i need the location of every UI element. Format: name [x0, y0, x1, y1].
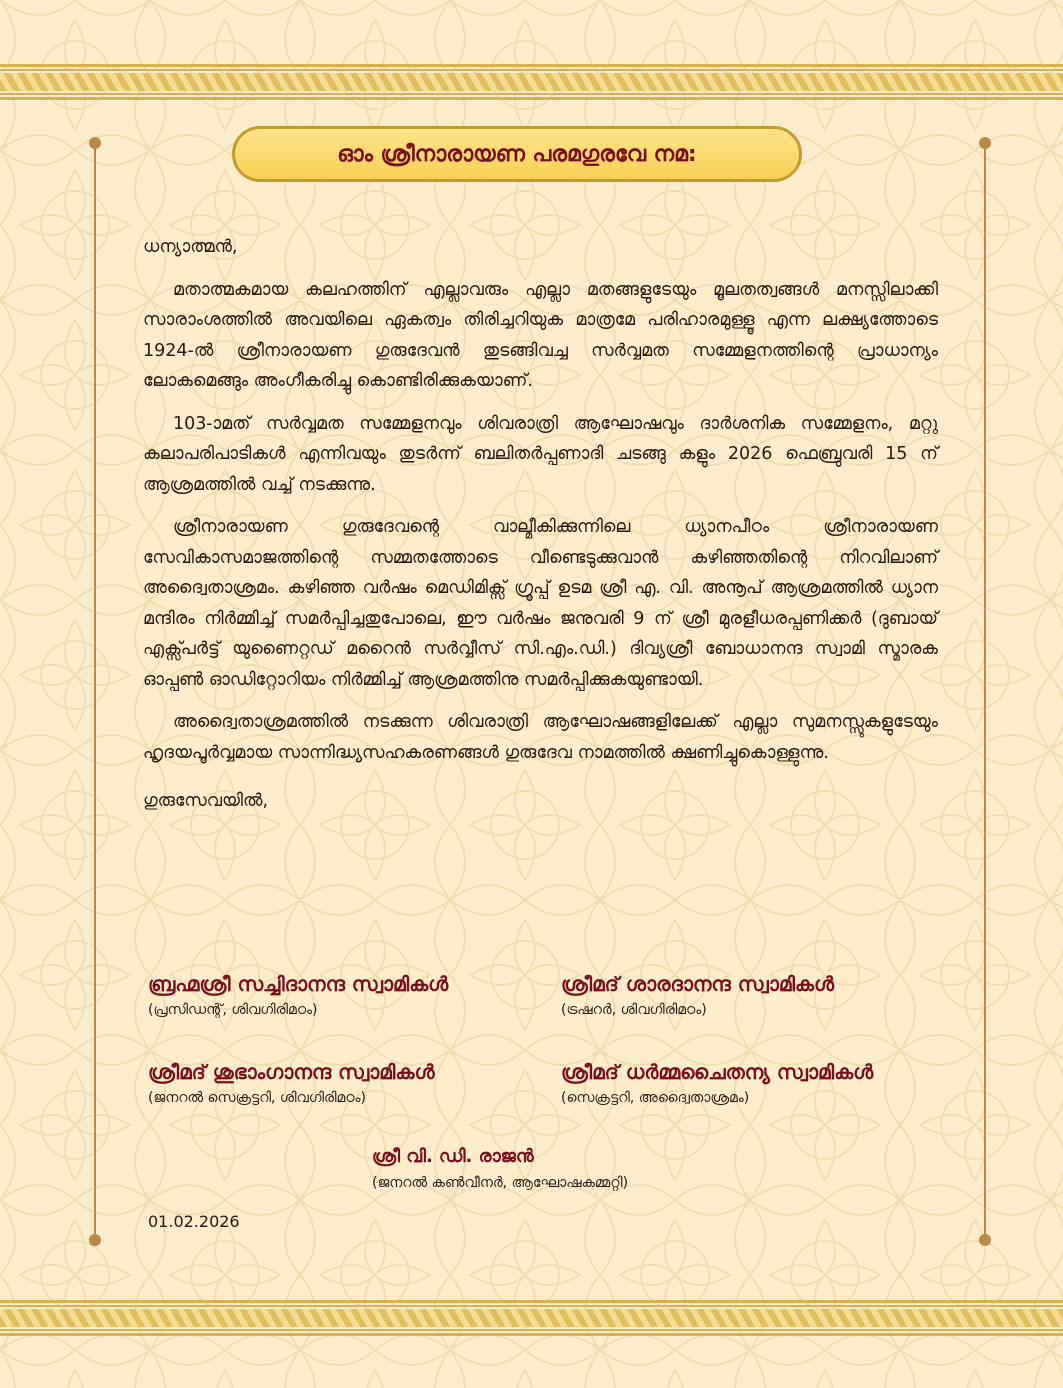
salutation: ധന്യാത്മൻ,	[143, 237, 238, 257]
signatory-role: (ട്രഷറർ, ശിവഗിരിമഠം)	[561, 1002, 707, 1018]
top-border-band	[0, 64, 1063, 100]
signatory-name: ശ്രീമദ് ശുഭാംഗാനന്ദ സ്വാമികൾ	[148, 1060, 435, 1084]
right-vertical-rule	[984, 143, 986, 1240]
signatory-role: (ജനറൽ കൺവീനർ, ആഘോഷകമ്മറ്റി)	[372, 1175, 629, 1191]
signatory-role: (പ്രസിഡന്റ്, ശിവഗിരിമഠം)	[148, 1002, 318, 1018]
invocation-title	[232, 126, 802, 182]
signatory-role: (ജനറൽ സെക്രട്ടറി, ശിവഗിരിമഠം)	[148, 1090, 366, 1106]
signatory-name: ശ്രീമദ് ധർമ്മചൈതന്യ സ്വാമികൾ	[561, 1060, 874, 1084]
bottom-border-band	[0, 1300, 1063, 1336]
signatory-2	[561, 970, 834, 1020]
paragraph-3: ശ്രീനാരായണ ഗുരുദേവന്റെ വാല്മീകിക്കുന്നിലെ ധ്യാനപീഠം ശ്രീനാരായണ സേവികാസമാജത്തിന്റെ സമ്മതത്തോടെ വീണ്ടെടുക്കുവാൻ കഴിഞ്ഞതിന്റെ നിറവിലാണ് അദ്വൈതാശ്രമം. കഴിഞ്ഞ വർഷം മെഡിമിക്സ് ഗ്രൂപ്പ് ഉടമ ശ്രീ എ. വി. അനൂപ് ആശ്രമത്തിൽ ധ്യാന മന്ദിരം നിർമ്മിച്ച് സമർപ്പിച്ചതുപോലെ, ഈ വർഷം ജനുവരി 9 ന് ശ്രീ മുരളീധരപ്പണിക്കർ (ദുബായ് എക്സ്പർട്ട് യുണൈറ്റഡ് മറൈൻ സർവ്വീസ് സി.എം.ഡി.) ദിവ്യശ്രീ ബോധാനന്ദ സ്വാമി സ്മാരക ഓപ്പൺ ഓഡിറ്റോറിയം നിർമ്മിച്ച് ആശ്രമത്തിനു സമർപ്പിക്കുകയുണ്ടായി.	[143, 517, 938, 690]
rule-end-dot	[979, 137, 991, 149]
signatory-4	[561, 1058, 873, 1108]
rule-end-dot	[979, 1234, 991, 1246]
rule-end-dot	[89, 137, 101, 149]
paragraph-4: അദ്വൈതാശ്രമത്തിൽ നടക്കുന്ന ശിവരാത്രി ആഘോഷങ്ങളിലേക്ക് എല്ലാ സുമനസ്സുകളുടേയും ഹൃദയപൂർവ്വമായ സാന്നിദ്ധ്യസഹകരണങ്ങൾ ഗുരുദേവ നാമത്തിൽ ക്ഷണിച്ചുകൊള്ളുന്നു.	[143, 712, 938, 763]
left-vertical-rule	[94, 143, 96, 1240]
signatory-name: ശ്രീ വി. ഡി. രാജൻ	[372, 1146, 534, 1167]
paragraph-1: മതാത്മകമായ കലഹത്തിന് എല്ലാവരും എല്ലാ മതങ്ങളുടേയും മൂലതത്വങ്ങൾ മനസ്സിലാക്കി സാരാംശത്തിൽ അവയിലെ ഏകത്വം തിരിച്ചറിയുക മാത്രമേ പരിഹാരമുള്ളൂ എന്ന ലക്ഷ്യത്തോടെ 1924-ൽ ശ്രീനാരായണ ഗുരുദേവൻ തുടങ്ങിവച്ച സർവ്വമത സമ്മേളനത്തിന്റെ പ്രാധാന്യം ലോകമെങ്ങും അംഗീകരിച്ചു കൊണ്ടിരിക്കുകയാണ്.	[143, 279, 938, 391]
signatory-1	[148, 970, 448, 1020]
closing: ഗുരുസേവയിൽ,	[143, 791, 269, 811]
letter-date: 01.02.2026	[148, 1212, 240, 1231]
invocation-title-text: ഓം ശ്രീനാരായണ പരമഗുരവേ നമ:	[337, 141, 697, 167]
rule-end-dot	[89, 1234, 101, 1246]
signatory-role: (സെക്രട്ടറി, അദ്വൈതാശ്രമം)	[561, 1090, 750, 1106]
signatory-3	[148, 1058, 435, 1108]
signatory-name: ബ്രഹ്മശ്രീ സച്ചിദാനന്ദ സ്വാമികൾ	[148, 972, 449, 996]
signatory-name: ശ്രീമദ് ശാരദാനന്ദ സ്വാമികൾ	[561, 972, 835, 996]
signatory-5	[372, 1143, 628, 1193]
paragraph-2: 103-ാമത് സർവ്വമത സമ്മേളനവും ശിവരാത്രി ആഘോഷവും ദാർശനിക സമ്മേളനം, മറ്റു കലാപരിപാടികൾ എന്നിവയും തുടർന്ന് ബലിതർപ്പണാദി ചടങ്ങു കളും 2026 ഫെബ്രുവരി 15 ന് ആശ്രമത്തിൽ വച്ച് നടക്കുന്നു.	[143, 413, 938, 495]
letter-body	[143, 232, 938, 817]
